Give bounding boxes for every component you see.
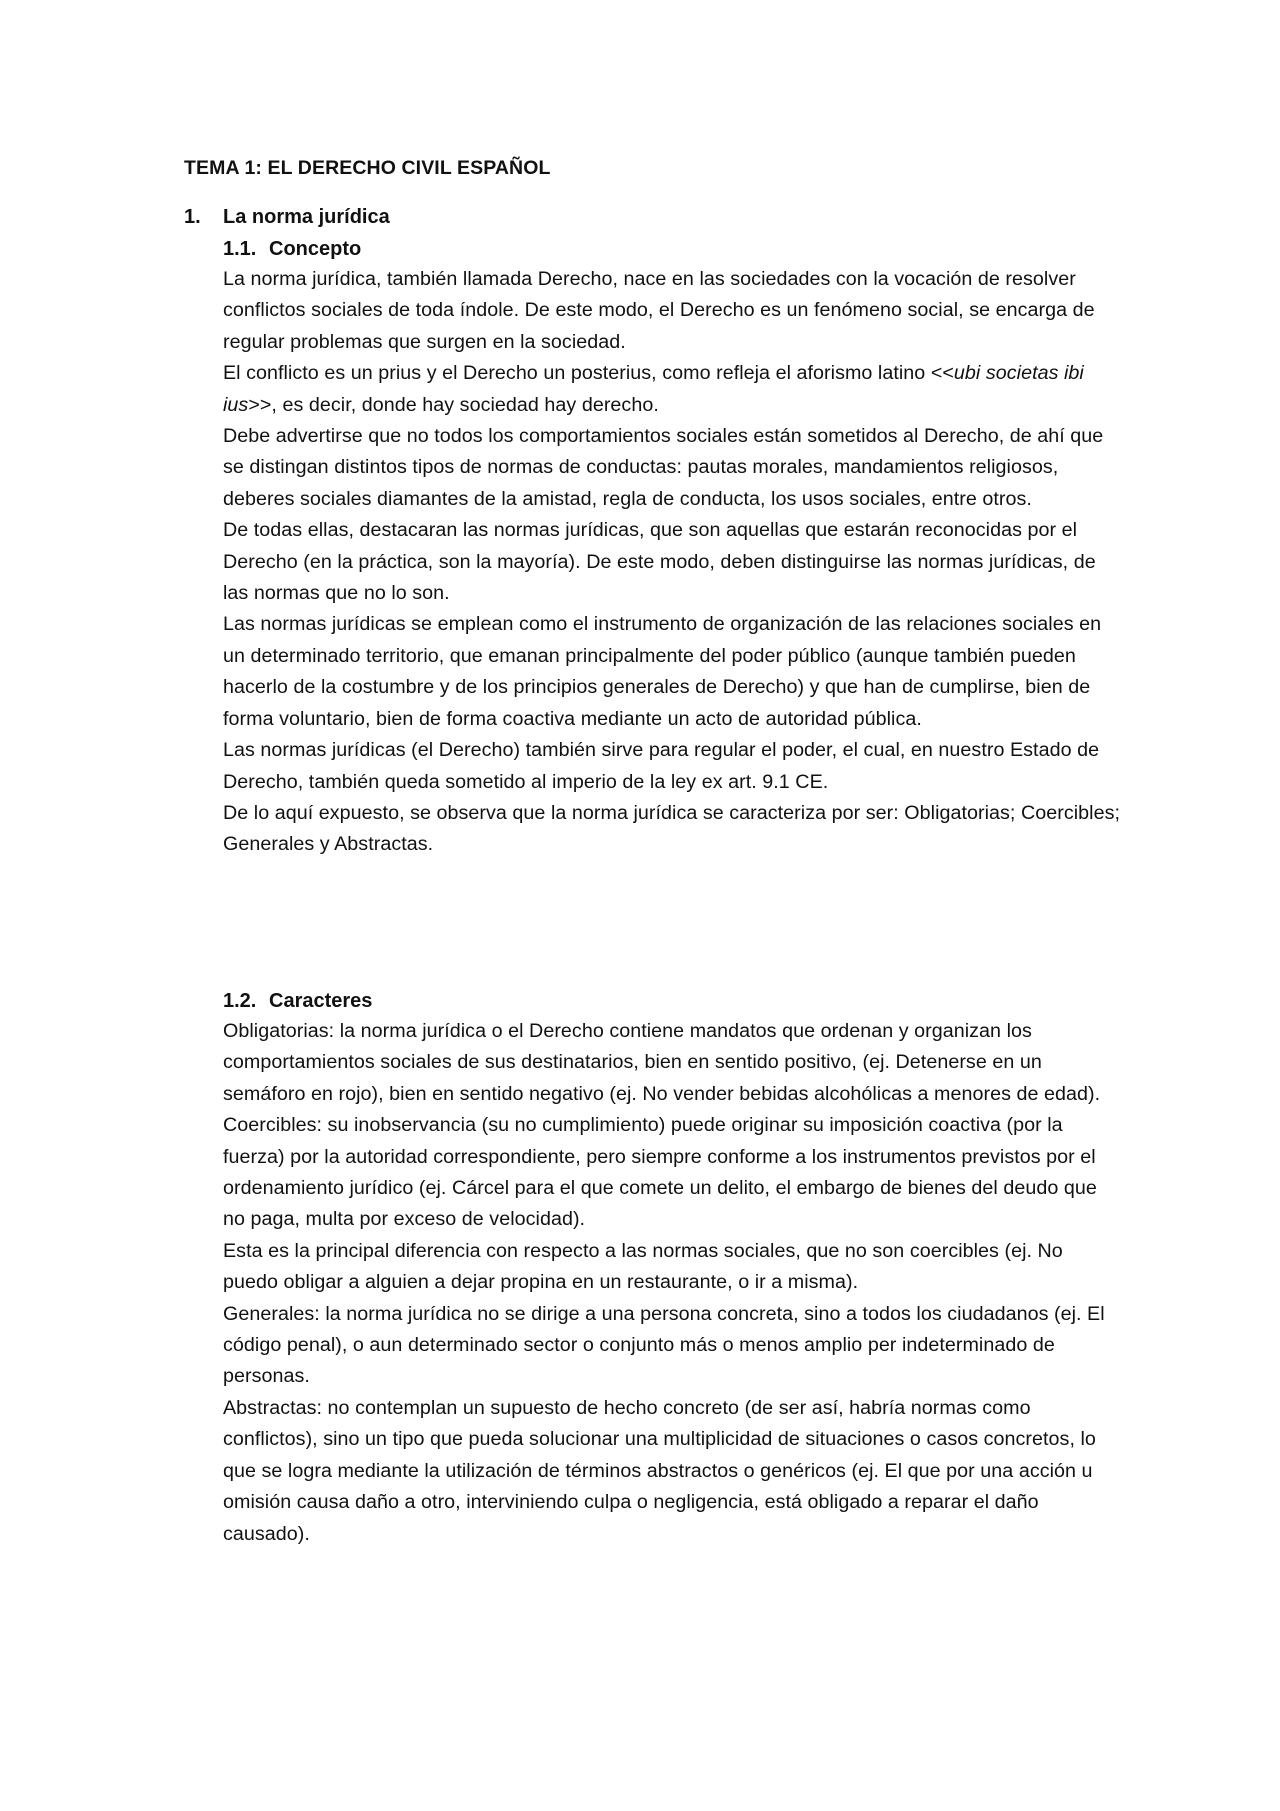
- subsection-heading-concepto: [223, 236, 361, 262]
- paragraph: Generales: la norma jurídica no se dirige a una persona concreta, sino a todos los ciudadanos (ej. El código penal), o aun determinado sector o conjunto más o menos amplio per indeterminado de personas.: [223, 1302, 1105, 1388]
- section-number: 1.: [184, 206, 201, 228]
- subsection-title: Concepto: [269, 238, 362, 260]
- subsection-heading-caracteres: [223, 988, 372, 1014]
- subsection-title: Caracteres: [269, 990, 373, 1012]
- paragraph: La norma jurídica, también llamada Derecho, nace en las sociedades con la vocación de resolver conflictos sociales de toda índole. De este modo, el Derecho es un fenómeno social, se encarga de regular problemas que surgen en la sociedad.: [223, 268, 1095, 353]
- subsection-number: 1.2.: [223, 990, 257, 1012]
- section-heading: [184, 204, 390, 230]
- paragraph: Coercibles: su inobservancia (su no cumplimiento) puede originar su imposición coactiva (por la fuerza) por la autoridad correspondiente, pero siempre conforme a los instrumentos previstos por el ordenamiento jurídico (ej. Cárcel para el que comete un delito, el embargo de bienes del deudo que no paga, multa por exceso de velocidad).: [223, 1114, 1097, 1231]
- paragraph: Esta es la principal diferencia con respecto a las normas sociales, que no son coercibles (ej. No puedo obligar a alguien a dejar propina en un restaurante, o ir a misma).: [223, 1239, 1063, 1294]
- subsection-number: 1.1.: [223, 238, 257, 260]
- paragraph: De todas ellas, destacaran las normas jurídicas, que son aquellas que estarán reconocidas por el Derecho (en la práctica, son la mayoría). De este modo, deben distinguirse las normas jurídicas, de las normas que no lo son.: [223, 519, 1096, 605]
- paragraph-aphorism: [223, 358, 1123, 421]
- paragraph: Las normas jurídicas se emplean como el instrumento de organización de las relaciones sociales en un determinado territorio, que emanan principalmente del poder público (aunque también pueden hacerlo de la costumbre y de los principios generales de Derecho) y que han de cumplirse, bien de forma voluntario, bien de forma coactiva mediante un acto de autoridad pública.: [223, 613, 1102, 730]
- paragraph: Obligatorias: la norma jurídica o el Derecho contiene mandatos que ordenan y organizan los comportamientos sociales de sus destinatarios, bien en sentido positivo, (ej. Detenerse en un semáforo en rojo), bien en sentido negativo (ej. No vender bebidas alcohólicas a menores de edad).: [223, 1020, 1101, 1105]
- aphorism-trail-text: >>, es decir, donde hay sociedad hay derecho.: [248, 393, 659, 416]
- paragraph: Las normas jurídicas (el Derecho) también sirve para regular el poder, el cual, en nuestro Estado de Derecho, también queda sometido al imperio de la ley ex art. 9.1 CE.: [223, 739, 1100, 793]
- aphorism-lead-text: El conflicto es un prius y el Derecho un posterius, como refleja el aforismo latino <<: [223, 362, 954, 385]
- section-title: La norma jurídica: [223, 206, 390, 228]
- caracteres-body: [223, 1016, 1123, 1550]
- document-title: TEMA 1: EL DERECHO CIVIL ESPAÑOL: [184, 157, 551, 179]
- latin-aphorism: ubi societas ibi ius: [223, 362, 1084, 416]
- paragraph: De lo aquí expuesto, se observa que la norma jurídica se caracteriza por ser: Obligatorias; Coercibles; Generales y Abstractas.: [223, 801, 1120, 856]
- concepto-body: [223, 264, 1123, 861]
- paragraph: Debe advertirse que no todos los comportamientos sociales están sometidos al Derecho, de ahí que se distingan distintos tipos de normas de conductas: pautas morales, mandamientos religiosos, deberes sociales diamantes de la amistad, regla de conducta, los usos sociales, entre otros.: [223, 425, 1104, 510]
- paragraph: Abstractas: no contemplan un supuesto de hecho concreto (de ser así, habría normas como conflictos), sino un tipo que pueda solucionar una multiplicidad de situaciones o casos concretos, lo que se logra mediante la utilización de términos abstractos o genéricos (ej. El que por una acción u omisión causa daño a otro, interviniendo culpa o negligencia, está obligado a reparar el daño causado).: [223, 1396, 1096, 1545]
